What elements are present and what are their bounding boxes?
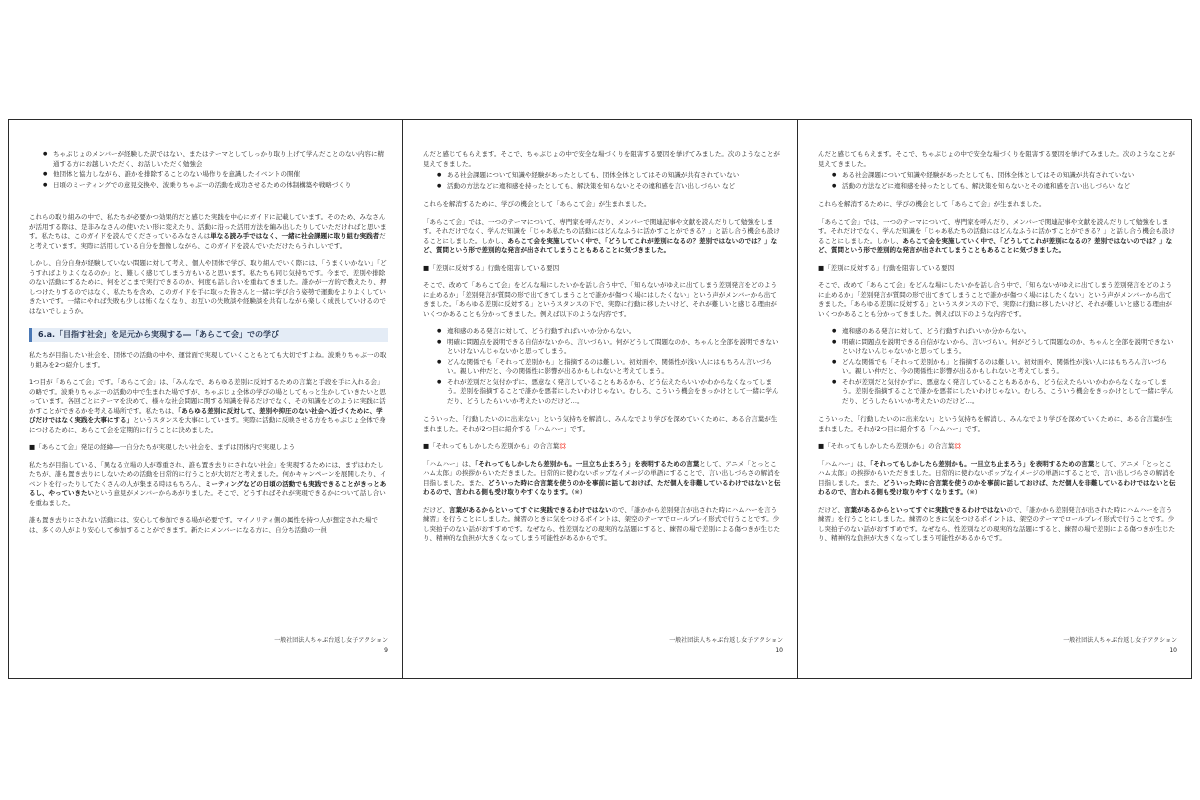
paragraph: そこで、改めて「あらこて会」をどんな場にしたいかを話し合う中で、「知らないがゆえに出てしまう差別発言をどのように止めるか」「差別発言が質問の形で出てきてしまうことで誰かが傷つく場にはしたくない」という声がメンバーから出てきました。「あらゆる差別に反対する」というスタンスの下で、実際に行動に移したいけど、それが難しいと感じる理由がいくつかあることも分かってきました。例えば以下のような内容です。 xyxy=(818,281,1172,318)
paragraph: 「ハムハー」は、「それってもしかしたら差別かも。一旦立ち止まろう」を表明するための言葉として、アニメ「とっとこハム太郎」の挨拶からいただきました。日常的に使わないポップなイメージの単語にすることで、言い出しづらさの解消を目指しました。また、どういった時に合言葉を使うのかを事前に話しておけば、ただ個人を非難しているわけではないと伝わるので、言われる側も受け取りやすくなります。(※) xyxy=(423,459,781,496)
paragraph: 私たちが目指している、「異なる立場の人が尊重され、誰も置き去りにされない社会」を実現するためには、まずはわたしたちが、誰も置き去りにしないための活動を日常的に行うことが大切だと考えました。何かキャンペーンを展開したり、イベントを行ったりしてたくさんの人が集まる時はもちろん、ミーティングなどの日頃の活動でも実践できることがきっとあるし、やっていきたいという意見がメンバーからあがりました。そこで、どうすればそれが実現できるかについて話し合いを重ねました。 xyxy=(29,460,387,507)
list-item: ● 違和感のある発言に対して、どう行動すればいいか分からない。 xyxy=(437,327,783,337)
emoji-mark-icon: 💢 xyxy=(954,443,962,450)
sub-heading: ■「差別に反対する」行動を阻害している要因 xyxy=(818,263,955,272)
sub-heading: ■「差別に反対する」行動を阻害している要因 xyxy=(423,263,560,272)
list-item: ● 活動の方法などに違和感を持ったとしても、解決策を知らないとその違和感を言い出しづらい など xyxy=(832,182,1177,192)
page-footer xyxy=(1063,636,1177,656)
page-10-bullet-list-2 xyxy=(437,327,783,406)
list-item: ● 他団体と協力しながら、誰かを排除することのない場作りを意識したイベントの開催 xyxy=(43,170,388,180)
footer-org: 一般社団法人ちゃぶ台返し女子アクション xyxy=(274,637,388,644)
list-item: ● 明確に問題点を説明できる自信がないから、言いづらい。何がどうして問題なのか、ちゃんと全部を説明できないといけないんじゃないかと思ってしまう。 xyxy=(832,338,1177,357)
page-10-duplicate-bullet-list-2 xyxy=(832,327,1177,406)
paragraph: 私たちが目指したい社会を、団体での活動の中や、運営面で実現していくこともとても大切ですよね。波乗りちゃぶ一の取り組みを2つ紹介します。 xyxy=(29,351,387,369)
paragraph: しかし、自分自身が経験していない問題に対して考え、個人や団体で学び、取り組んでいく際には、「うまくいかない」「どうすればよりよくなるのか」と、難しく感じてしまう方もいると思います。私たちも同じ気持ちです。今まで、差別や排除のない活動にするために、何をどこまで実行できるのか、何度も話し合いを重ねてきました。誰かが一方的で教えたり、押しつけたりするのではなく、私たちを含め、このガイドを手に取った皆さんと一緒に学び合う姿勢で運動をよりよくしていきたいです。一緒にやれば失敗も少しは怖くなくなり、お互いの失敗談や経験談を共有しながら楽しく成長していけるのではないでしょうか。 xyxy=(29,259,387,315)
paragraph: だけど、言葉があるからといってすぐに実践できるわけではないので、「誰かから差別発言が出された時にハムハーを言う練習」を行うことにしました。練習のときに気をつけるポイントは、架空のテーマでロールプレイ形式で行うことです。少し突拍子のない話がおすすめです。なぜなら、性差別などの現実的な話題にすると、練習の場で差別による傷つきが生じたり、精神的な負担が大きくなってしまう可能性があるからです。 xyxy=(818,505,1176,542)
sub-heading: ■「それってもしかしたら差別かも」の合言葉💢 xyxy=(423,442,567,450)
document-spread xyxy=(8,119,1192,679)
list-item: ● それが差別だと気付かずに、悪意なく発言していることもあるから、どう伝えたらいいかわからなくなってしまう。差別を指摘することで誰かを悪者にしたいわけじゃない。むしろ、こういう機会をきっかけとして一緒に学んだり、どうしたらいいか考えたいのだけど…。 xyxy=(437,378,783,407)
page-footer xyxy=(669,636,783,656)
paragraph: こういった、「行動したいのに出来ない」という気持ちを解消し、みんなでより学びを深めていくために、ある合言葉が生まれました。それが2つ目に紹介する「ハムハー」です。 xyxy=(423,415,778,433)
page-number: 9 xyxy=(384,647,388,654)
list-item: ● 違和感のある発言に対して、どう行動すればいいか分からない。 xyxy=(832,327,1177,337)
footer-org: 一般社団法人ちゃぶ台返し女子アクション xyxy=(669,637,783,644)
page-10-duplicate xyxy=(798,120,1191,678)
emoji-mark-icon: 💢 xyxy=(559,443,567,450)
paragraph: んだと感じてもらえます。そこで、ちゃぶじょの中で安全な場づくりを阻害する要因を挙げてみました。次のようなことが見えてきました。 xyxy=(818,150,1175,168)
list-item: ● ちゃぶじょのメンバーが経験した訳ではない、またはテーマとしてしっかり取り上げて学んだことのない内容に精通する方にお越しいただく、お話しいただく勉強会 xyxy=(43,150,388,169)
page-number: 10 xyxy=(775,647,783,654)
list-item: ● 日頃のミーティングでの意見交換や、波乗りちゃぶ一の活動を成功させるための体制構築や戦略づくり xyxy=(43,181,388,191)
page-10 xyxy=(403,120,798,678)
paragraph: 「ハムハー」は、「それってもしかしたら差別かも。一旦立ち止まろう」を表明するための言葉として、アニメ「とっとこハム太郎」の挨拶からいただきました。日常的に使わないポップなイメージの単語にすることで、言い出しづらさの解消を目指しました。また、どういった時に合言葉を使うのかを事前に話しておけば、ただ個人を非難しているわけではないと伝わるので、言われる側も受け取りやすくなります。(※) xyxy=(818,459,1176,496)
page-footer xyxy=(274,636,388,656)
page-10-duplicate-content xyxy=(818,150,1177,552)
paragraph: これらを解消するために、学びの機会として「あらこて会」が生まれました。 xyxy=(818,200,1046,208)
paragraph: こういった、「行動したいのに出来ない」という気持ちを解消し、みんなでより学びを深めていくために、ある合言葉が生まれました。それが2つ目に紹介する「ハムハー」です。 xyxy=(818,415,1173,433)
footer-org: 一般社団法人ちゃぶ台返し女子アクション xyxy=(1063,637,1177,644)
paragraph: 「あらこて会」では、一つのテーマについて、専門家を呼んだり、メンバーで関連記事や文献を読んだりして勉強をします。それだけでなく、学んだ知識を「じゃあ私たちの活動にはどんなふうに活かすことができる？」と話し合う機会も設けることにしました。しかし、あらこて会を実施していく中で、「どうしてこれが差別になるの？差別ではないのでは？」など、質問という形で差別的な発言が出されてしまうこともあることに気づきました。 xyxy=(423,217,780,254)
paragraph: そこで、改めて「あらこて会」をどんな場にしたいかを話し合う中で、「知らないがゆえに出てしまう差別発言をどのように止めるか」「差別発言が質問の形で出てきてしまうことで誰かが傷つく場にはしたくない」という声がメンバーから出てきました。「あらゆる差別に反対する」というスタンスの下で、実際に行動に移したいけど、それが難しいと感じる理由がいくつかあることも分かってきました。例えば以下のような内容です。 xyxy=(423,281,777,318)
page-number: 10 xyxy=(1169,647,1177,654)
page-9 xyxy=(9,120,403,678)
paragraph: 「あらこて会」では、一つのテーマについて、専門家を呼んだり、メンバーで関連記事や文献を読んだりして勉強をします。それだけでなく、学んだ知識を「じゃあ私たちの活動にはどんなふうに活かすことができる？」と話し合う機会も設けることにしました。しかし、あらこて会を実施していく中で、「どうしてこれが差別になるの？差別ではないのでは？」など、質問という形で差別的な発言が出されてしまうこともあることに気づきました。 xyxy=(818,217,1175,254)
paragraph: 誰も置き去りにされない活動には、安心して参加できる場が必要です。マイノリティ側の属性を持つ人が想定された場では、多くの人がより安心して参加することができます。新たにメンバーになる方に、自分ち活動の一員 xyxy=(29,516,379,534)
page-10-duplicate-bullet-list xyxy=(832,171,1177,191)
paragraph: これらを解消するために、学びの機会として「あらこて会」が生まれました。 xyxy=(423,200,651,208)
page-10-bullet-list xyxy=(437,171,783,191)
page-9-bullet-list xyxy=(43,150,388,190)
paragraph: これらの取り組みの中で、私たちが必要かつ効果的だと感じた実践を中心にガイドに記載しています。そのため、みなさんが活用する際は、是非みなさんの使いたい形に変えたり、活動に沿った活用方法を編み出したりしていただければと思います。私たちは、このガイドを読んでくださっているみなさんは単なる読み手ではなく、一緒に社会課題に取り組む実践者だと考えています。実際に活用している自分を想像しながら、このガイドを読んでいただけたらうれしいです。 xyxy=(29,213,387,250)
page-10-content xyxy=(423,150,783,552)
list-item: ● ある社会課題について知識や経験があったとしても、団体全体としてはその知識が共有されていない xyxy=(437,171,783,181)
paragraph: 1つ目が「あらこて会」です。「あらこて会」は、「みんなで、あらゆる差別に反対するための言葉と手段を手に入れる会」の略です。波乗りちゃぶ一の活動の中で生まれた場ですが、ちゃぶじょ全体の学びの場としてもっと生かしていきたいと思っています。各回ごとにテーマを決めて、様々な社会問題に関する知識を得るだけでなく、その知識をどのように実践に活かすことができるかを考える場所です。私たちは、「あらゆる差別に反対して、差別や抑圧のない社会へ近づくために、学びだけではなく実践を大事にする」というスタンスを大事にしています。実際に活動に反映させる方をちゃぶじょ全体で身につけるために、あらこて会を定期的に行うことに決めました。 xyxy=(29,378,386,434)
list-item: ● 明確に問題点を説明できる自信がないから、言いづらい。何がどうして問題なのか、ちゃんと全部を説明できないといけないんじゃないかと思ってしまう。 xyxy=(437,338,783,357)
list-item: ● どんな関係でも「それって差別かも」と指摘するのは難しい。初対面や、関係性が浅い人にはもちろん言いづらい。親しい仲だと、今の関係性に影響が出るかもしれないと考えてしまう。 xyxy=(437,358,783,377)
sub-heading: ■「あらこて会」発足の経緯―一自分たちが実現したい社会を、まずは団体内で実現しよう xyxy=(29,443,296,451)
list-item: ● 活動の方法などに違和感を持ったとしても、解決策を知らないとその違和感を言い出しづらい など xyxy=(437,182,783,192)
sub-heading: ■「それってもしかしたら差別かも」の合言葉💢 xyxy=(818,442,962,450)
section-heading: 6.a.「目指す社会」を足元から実現する―「あらこて会」での学び xyxy=(29,328,388,342)
list-item: ● ある社会課題について知識や経験があったとしても、団体全体としてはその知識が共有されていない xyxy=(832,171,1177,181)
paragraph: だけど、言葉があるからといってすぐに実践できるわけではないので、「誰かから差別発言が出された時にハムハーを言う練習」を行うことにしました。練習のときに気をつけるポイントは、架空のテーマでロールプレイ形式で行うことです。少し突拍子のない話がおすすめです。なぜなら、性差別などの現実的な話題にすると、練習の場で差別による傷つきが生じたり、精神的な負担が大きくなってしまう可能性があるからです。 xyxy=(423,505,781,542)
paragraph: んだと感じてもらえます。そこで、ちゃぶじょの中で安全な場づくりを阻害する要因を挙げてみました。次のようなことが見えてきました。 xyxy=(423,150,780,168)
list-item: ● それが差別だと気付かずに、悪意なく発言していることもあるから、どう伝えたらいいかわからなくなってしまう。差別を指摘することで誰かを悪者にしたいわけじゃない。むしろ、こういう機会をきっかけとして一緒に学んだり、どうしたらいいか考えたいのだけど…。 xyxy=(832,378,1177,407)
list-item: ● どんな関係でも「それって差別かも」と指摘するのは難しい。初対面や、関係性が浅い人にはもちろん言いづらい。親しい仲だと、今の関係性に影響が出るかもしれないと考えてしまう。 xyxy=(832,358,1177,377)
page-9-content xyxy=(29,150,388,543)
